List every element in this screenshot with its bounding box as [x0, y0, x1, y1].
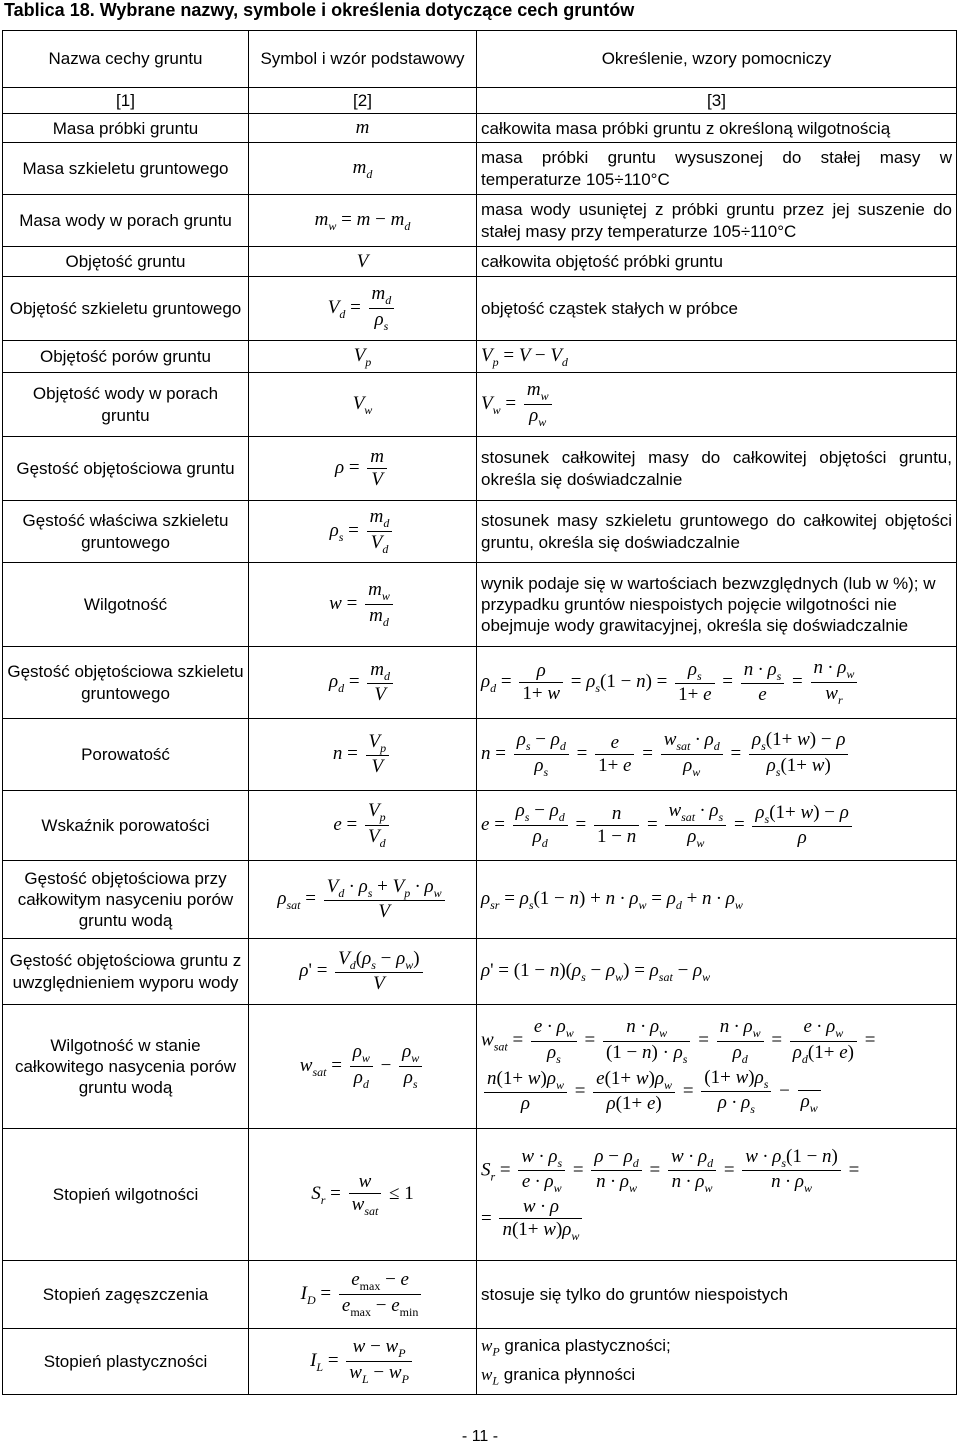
row-symbol: ρ = $\frac{m}{V}$ — [249, 437, 477, 501]
header-number-row — [3, 88, 957, 114]
row-symbol: $m_w = m - m_d$ — [249, 195, 477, 247]
row-symbol: w = $\frac{m_w}{m_d}$ — [249, 563, 477, 647]
table-row — [3, 1329, 957, 1395]
row-description: stosunek masy szkieletu gruntowego do całkowitej objętości gruntu, określa się doświadczalnie — [477, 501, 957, 563]
table-row — [3, 501, 957, 563]
row-name: Masa wody w porach gruntu — [3, 195, 249, 247]
row-formula: $V_w$ = $\frac{m_w}{\rho_w}$ — [477, 373, 957, 437]
row-name: Stopień wilgotności — [3, 1129, 249, 1261]
row-formula: e = $\frac{\rho_s - \rho_d}{\rho_d}$ = $\frac{n}{1 - n}$ = $w_{sat} \cdot \rho_s$ $\rho_w$ = $\frac{\rho_s(1+ w) - \rho}{\rho}$ — [477, 791, 957, 861]
header-number-3: [3] — [477, 88, 957, 114]
row-name: Gęstość objętościowa szkieletu gruntowego — [3, 647, 249, 719]
row-formula: $w_{sat}$ = $\frac{e \cdot \rho_w}{\rho_s}$ = $\frac{n \cdot \rho_w}{(1 - n) \cdot \rho_s}$ = $\frac{n \cdot \rho_w}{\rho_d}$ = $\frac{e \cdot \rho_w}{\rho_d(1+ e)}$ = $\frac{n(1+ w)\rho_w}{\rho}$ = $\frac{e(1+ w)\rho_w}{\rho(1+ e)}$ = $\frac{(1+ w)\rho_s}{\rho \cdot \rho_s}$ − $\rho_w$ — [477, 1005, 957, 1129]
row-description: stosuje się tylko do gruntów niespoistych — [477, 1261, 957, 1329]
table-row — [3, 791, 957, 861]
row-formula: $V_p = V - V_d$ — [477, 341, 957, 373]
table-title: Tablica 18. Wybrane nazwy, symbole i określenia dotyczące cech gruntów — [4, 0, 635, 20]
table-row — [3, 373, 957, 437]
table-row — [3, 247, 957, 277]
row-formula: $\rho_{sr} = \rho_s(1 - n) + n \cdot \rho_w = \rho_d + n \cdot \rho_w$ — [477, 861, 957, 939]
row-name: Wilgotność — [3, 563, 249, 647]
page-number: - 11 - — [461, 1428, 499, 1445]
row-symbol: $V_d$ = $\frac{m_d}{\rho_s}$ — [249, 277, 477, 341]
row-name: Wskaźnik porowatości — [3, 791, 249, 861]
table-row — [3, 719, 957, 791]
row-formula: $S_r$ = $\frac{w \cdot \rho_s}{e \cdot \rho_w}$ = $\frac{\rho - \rho_d}{n \cdot \rho_w}$ = $\frac{w \cdot \rho_d}{n \cdot \rho_w}$ = $\frac{w \cdot \rho_s(1 - n)}{n \cdot \rho_w}$ = = $\frac{w \cdot \rho}{n(1+ w)\rho_w}$ — [477, 1129, 957, 1261]
table-row — [3, 114, 957, 143]
table-row — [3, 939, 957, 1005]
row-symbol: e = $\frac{V_p}{V_d}$ — [249, 791, 477, 861]
row-symbol: $V_p$ — [249, 341, 477, 373]
table-row — [3, 277, 957, 341]
row-symbol: $\rho_s$ = $\frac{m_d}{V_d}$ — [249, 501, 477, 563]
row-symbol: ρ' = $\frac{V_d(\rho_s - \rho_w)}{V}$ — [249, 939, 477, 1005]
header-number-1: [1] — [3, 88, 249, 114]
header-name: Nazwa cechy gruntu — [3, 31, 249, 88]
row-symbol: m — [249, 114, 477, 143]
liquid-limit-label: granica płynności — [503, 1364, 636, 1384]
row-formula: $\rho' = (1 - n)(\rho_s - \rho_w) = \rho_{sat} - \rho_w$ — [477, 939, 957, 1005]
row-name: Porowatość — [3, 719, 249, 791]
soil-properties-table — [2, 30, 957, 1395]
row-name: Gęstość objętościowa gruntu — [3, 437, 249, 501]
row-symbol: n = $\frac{V_p}{V}$ — [249, 719, 477, 791]
row-name: Stopień zagęszczenia — [3, 1261, 249, 1329]
header-number-2: [2] — [249, 88, 477, 114]
row-description: stosunek całkowitej masy do całkowitej objętości gruntu, określa się doświadczalnie — [477, 437, 957, 501]
row-symbol: $I_D$ = $e_{max} - e$ $e_{max} - e_{min}$ — [249, 1261, 477, 1329]
row-description: całkowita masa próbki gruntu z określoną wilgotnością — [477, 114, 957, 143]
row-description: objętość cząstek stałych w próbce — [477, 277, 957, 341]
row-formula: $\rho_d$ = $\frac{\rho}{1+ w}$ = $\rho_s(1 - n)$ = $\frac{\rho_s}{1+ e}$ = $\frac{n \cdot \rho_s}{e}$ = $\frac{n \cdot \rho_w}{w_r}$ — [477, 647, 957, 719]
row-name: Masa szkieletu gruntowego — [3, 143, 249, 195]
row-symbol: $\rho_{sat}$ = $\frac{V_d \cdot \rho_s + V_p \cdot \rho_w}{V}$ — [249, 861, 477, 939]
row-description: $w_P$ granica plastyczności; $w_L$ granica płynności — [477, 1329, 957, 1395]
row-name: Wilgotność w stanie całkowitego nasycenia porów gruntu wodą — [3, 1005, 249, 1129]
table-row — [3, 647, 957, 719]
row-name: Objętość gruntu — [3, 247, 249, 277]
row-name: Stopień plastyczności — [3, 1329, 249, 1395]
row-description: całkowita objętość próbki gruntu — [477, 247, 957, 277]
row-symbol: $\rho_d$ = $\frac{m_d}{V}$ — [249, 647, 477, 719]
table-row — [3, 1005, 957, 1129]
row-symbol: $m_d$ — [249, 143, 477, 195]
table-row — [3, 563, 957, 647]
table-row — [3, 195, 957, 247]
plastic-limit-label: granica plastyczności; — [504, 1336, 671, 1356]
row-name: Gęstość właściwa szkieletu gruntowego — [3, 501, 249, 563]
header-symbol: Symbol i wzór podstawowy — [249, 31, 477, 88]
row-description: masa wody usuniętej z próbki gruntu przez jej suszenie do stałej masy przy temperaturze 105÷110°C — [477, 195, 957, 247]
row-symbol: $V_w$ — [249, 373, 477, 437]
table-row — [3, 1129, 957, 1261]
row-description: masa próbki gruntu wysuszonej do stałej masy w temperaturze 105÷110°C — [477, 143, 957, 195]
table-row — [3, 143, 957, 195]
row-description: wynik podaje się w wartościach bezwzględnych (lub w %); w przypadku gruntów niespoistych pojęcie wilgotności nie obejmuje wody grawitacyjnej, określa się doświadczalnie — [477, 563, 957, 647]
row-name: Objętość porów gruntu — [3, 341, 249, 373]
row-name: Objętość wody w porach gruntu — [3, 373, 249, 437]
table-row — [3, 341, 957, 373]
table-row — [3, 1261, 957, 1329]
row-formula: n = $\frac{\rho_s - \rho_d}{\rho_s}$ = $\frac{e}{1+ e}$ = $w_{sat} \cdot \rho_d$ $\rho_w$ = $\frac{\rho_s(1+ w) - \rho}{\rho_s(1+ w)}$ — [477, 719, 957, 791]
row-symbol: $w_{sat}$ = $\frac{\rho_w}{\rho_d}$ − $\frac{\rho_w}{\rho_s}$ — [249, 1005, 477, 1129]
row-name: Masa próbki gruntu — [3, 114, 249, 143]
row-name: Gęstość objętościowa gruntu z uwzględnieniem wyporu wody — [3, 939, 249, 1005]
row-symbol: $I_L$ = $\frac{w - w_P}{w_L - w_P}$ — [249, 1329, 477, 1395]
header-row — [3, 31, 957, 88]
row-symbol: $S_r$ = w $w_{sat}$ ≤ 1 — [249, 1129, 477, 1261]
table-row — [3, 861, 957, 939]
table-row — [3, 437, 957, 501]
header-description: Określenie, wzory pomocniczy — [477, 31, 957, 88]
row-name: Objętość szkieletu gruntowego — [3, 277, 249, 341]
row-symbol: V — [249, 247, 477, 277]
row-name: Gęstość objętościowa przy całkowitym nasyceniu porów gruntu wodą — [3, 861, 249, 939]
